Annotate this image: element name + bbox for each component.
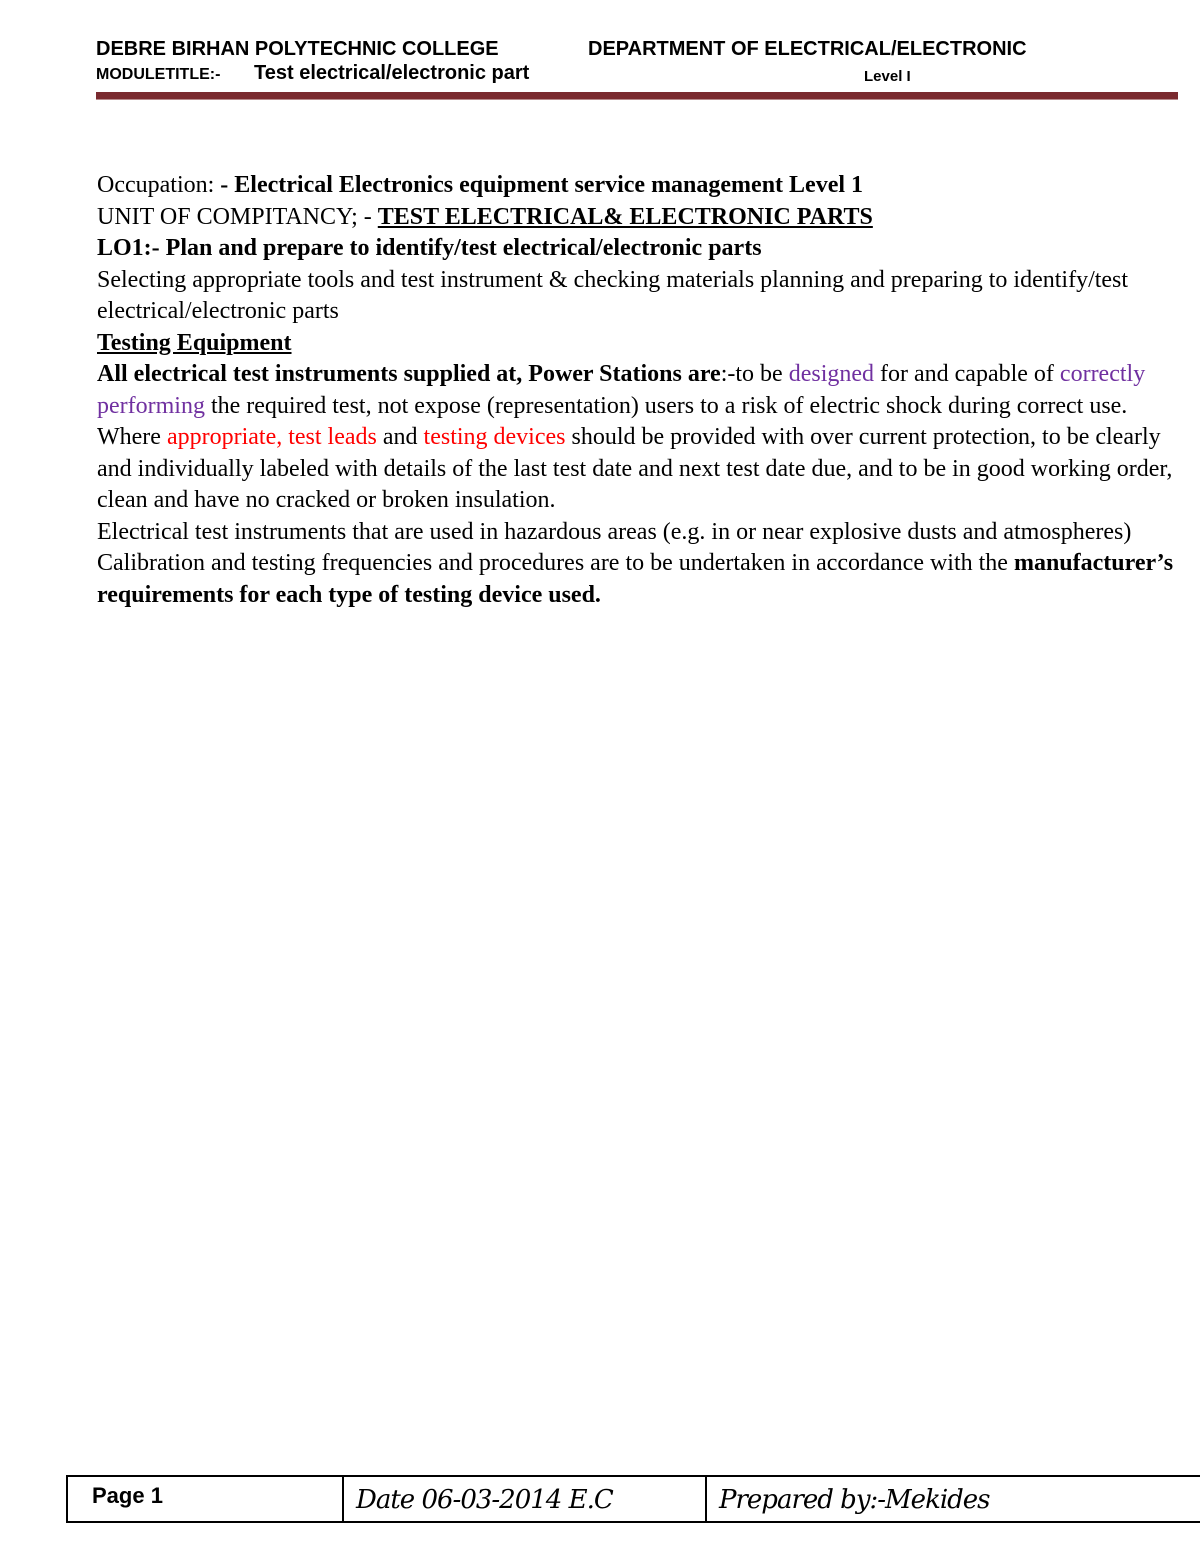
- footer-page-cell: [68, 1477, 344, 1521]
- unit-label: UNIT OF COMPITANCY; -: [97, 203, 378, 230]
- highlight-correctly-performing: correctly performing: [97, 361, 1146, 419]
- footer-date-cell: [344, 1477, 707, 1521]
- test-leads-paragraph: [97, 422, 1177, 517]
- department-name: DEPARTMENT OF ELECTRICAL/ELECTRONIC: [588, 38, 1027, 60]
- text-run: for and capable of: [874, 361, 1060, 387]
- module-title-label: MODULETITLE:-: [96, 66, 221, 83]
- instruments-intro: All electrical test instruments supplied at, Power Stations are: [97, 361, 721, 387]
- document-date: Date 06-03-2014 E.C: [356, 1485, 613, 1515]
- document-body: [97, 170, 1177, 611]
- header-line-module: [96, 62, 1178, 88]
- prepared-by: Prepared by:-Mekides: [719, 1485, 990, 1515]
- header-line-institution: [96, 36, 1178, 62]
- occupation-label: Occupation:: [97, 172, 221, 198]
- highlight-testing-devices: testing devices: [423, 424, 566, 450]
- text-run: :-to be: [720, 361, 789, 387]
- testing-equipment-heading: Testing Equipment: [97, 329, 292, 356]
- header-divider: [96, 92, 1178, 100]
- text-run: Where: [97, 424, 167, 450]
- highlight-designed: designed: [788, 361, 875, 387]
- selecting-paragraph: Selecting appropriate tools and test instrument & checking materials planning and preparing to identify/test electrical/electronic parts: [97, 266, 1129, 324]
- test-instruments-paragraph: [97, 359, 1177, 422]
- occupation-line: [97, 170, 1177, 202]
- unit-line: [97, 202, 1177, 234]
- manufacturer-requirements: manufacturer’s requirements for each type of testing device used.: [97, 550, 1174, 608]
- unit-value: TEST ELECTRICAL& ELECTRONIC PARTS: [377, 203, 873, 230]
- learning-outcome-heading: LO1:- Plan and prepare to identify/test electrical/electronic parts: [97, 235, 762, 261]
- text-run: and: [376, 424, 424, 450]
- occupation-value: - Electrical Electronics equipment service management Level 1: [220, 172, 864, 198]
- level-label: Level I: [864, 68, 911, 85]
- page-footer: [66, 1475, 1200, 1523]
- page-number: Page 1: [92, 1483, 163, 1508]
- text-run: the required test, not expose (representation) users to a risk of electric shock during correct use.: [204, 392, 1128, 419]
- calibration-paragraph: [97, 548, 1177, 611]
- page-header: [96, 36, 1178, 88]
- module-title: Test electrical/electronic part: [254, 62, 530, 84]
- text-run: should be provided with over current protection, to be clearly and individually labeled with details of the last test date and next test date due, and to be in good working order, clean and have no cracked or broken insulation.: [97, 424, 1173, 513]
- hazardous-areas-paragraph: Electrical test instruments that are used in hazardous areas (e.g. in or near explosive dusts and atmospheres): [97, 518, 1132, 545]
- highlight-test-leads: appropriate, test leads: [166, 424, 377, 450]
- footer-author-cell: [707, 1477, 1200, 1521]
- text-run: Calibration and testing frequencies and procedures are to be undertaken in accordance with the: [97, 550, 1014, 576]
- college-name: DEBRE BIRHAN POLYTECHNIC COLLEGE: [96, 38, 499, 60]
